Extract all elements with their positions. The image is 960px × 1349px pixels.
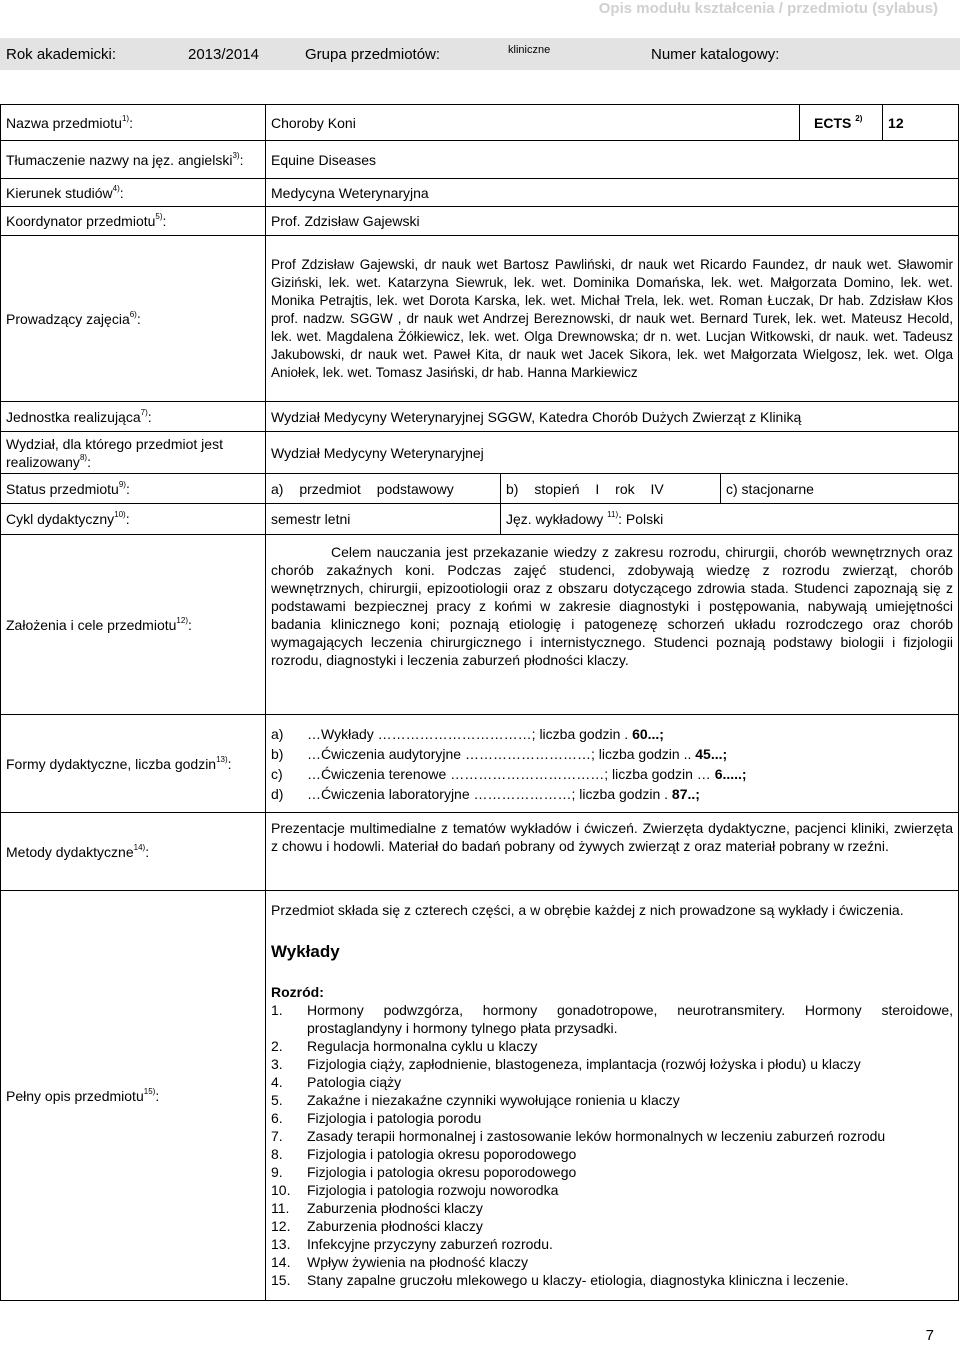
- rozrod-item-number: 3.: [271, 1056, 283, 1072]
- rozrod-item-number: 7.: [271, 1128, 283, 1144]
- rozrod-item-number: 14.: [271, 1254, 291, 1270]
- rozrod-item-text: Infekcyjne przyczyny zaburzeń rozrodu.: [307, 1236, 553, 1252]
- jedn-label: Jednostka realizująca$^{7)}$:: [1, 402, 266, 432]
- rozrod-item-text: Regulacja hormonalna cyklu u klaczy: [307, 1038, 538, 1054]
- prow-value: Prof Zdzisław Gajewski, dr nauk wet Bartosz Pawliński, dr nauk wet Ricardo Faundez, dr nauk wet. Sławomir Giziński, lek. wet. Katarzyna Siewruk, lek. wet. Dominika Domańska, lek. wet. Małgorzata Domino, lek. wet. Monika Petrajtis, lek. wet Dorota Karska, lek. wet. Michał Trela, lek. wet. Roman Łuczak, Dr hab. Zdzisław Kłos prof. nadzw. SGGW , dr nauk wet Andrzej Bereznowski, dr nauk wet. Bernard Turek, lek. wet. Mateusz Hecold, lek. wet. Magdalena Żółkiewicz, lek. wet. Olga Drewnowska; dr n. wet. Lucjan Witkowski, dr nauk. wet. Tadeusz Jakubowski, dr nauk wet. Paweł Kita, dr nauk wet Jacek Sikora, lek. wet Małgorzata Wielgosz, lek. wet. Olga Aniołek, lek. wet. Tomasz Jasiński, dr hab. Hanna Markiewicz: [266, 236, 959, 402]
- metody-label: Metody dydaktyczne$^{14)}$:: [1, 813, 266, 891]
- formy-hours: 45...;: [695, 745, 728, 762]
- formy-letter: d): [271, 785, 284, 802]
- formy-dots: ……………………………: [450, 765, 605, 782]
- rozrod-item-number: 13.: [271, 1236, 291, 1252]
- rozrod-item-number: 15.: [271, 1272, 291, 1288]
- formy-dots: ………………………: [464, 745, 591, 762]
- rozrod-item-number: 6.: [271, 1110, 283, 1126]
- rozrod-item: [271, 1037, 953, 1055]
- formy-name: …Ćwiczenia audytoryjne: [307, 745, 462, 762]
- rozrod-item: [271, 1055, 953, 1073]
- rozrod-item-text: Fizjologia i patologia porodu: [307, 1110, 482, 1126]
- rozrod-item-number: 9.: [271, 1164, 283, 1180]
- row-kierunek: [1, 179, 959, 207]
- formy-letter: c): [271, 765, 283, 782]
- syllabus-table: [0, 104, 959, 1301]
- rozrod-item-text: Stany zapalne gruczołu mlekowego u klaczy- etiologia, diagnostyka kliniczna i leczenie.: [307, 1272, 849, 1288]
- row-jednostka: [1, 402, 959, 432]
- jezyk-wykladowy: Jęz. wykładowy $^{11)}$: Polski: [501, 504, 959, 535]
- formy-label: Formy dydaktyczne, liczba godzin$^{13)}$:: [1, 715, 266, 813]
- formy-name: …Wykłady: [307, 725, 374, 742]
- kier-label: Kierunek studiów$^{4)}$:: [1, 179, 266, 207]
- rozrod-item-text: Zasady terapii hormonalnej i zastosowanie leków hormonalnych w leczeniu zaburzeń rozrodu: [307, 1128, 886, 1144]
- rozrod-item: [271, 1235, 953, 1253]
- wydz-label: Wydział, dla którego przedmiot jest realizowany$^{8)}$:: [1, 432, 266, 474]
- formy-item: [271, 724, 953, 744]
- ects-value: 12: [883, 105, 959, 141]
- rozrod-item: [271, 1253, 953, 1271]
- numer-label: Numer katalogowy:: [651, 46, 780, 63]
- formy-dots: ……………………………: [377, 725, 532, 742]
- rozrod-item-number: 1.: [271, 1002, 283, 1018]
- row-koordynator: [1, 207, 959, 236]
- kier-value: Medycyna Weterynaryjna: [266, 179, 959, 207]
- formy-name: …Ćwiczenia terenowe: [307, 765, 447, 782]
- rozrod-item: [271, 1145, 953, 1163]
- jedn-value: Wydział Medycyny Weterynaryjnej SGGW, Katedra Chorób Dużych Zwierząt z Kliniką: [266, 402, 959, 432]
- nazwa-value: Choroby Koni: [266, 105, 800, 141]
- formy-tail: ; liczba godzin ..: [590, 745, 692, 762]
- rok-value: 2013/2014: [188, 46, 259, 63]
- formy-hours: 60...;: [632, 725, 664, 742]
- header-bar: [0, 38, 960, 70]
- formy-tail: ; liczba godzin .: [531, 725, 629, 742]
- rozrod-item-number: 11.: [271, 1200, 290, 1216]
- formy-name: …Ćwiczenia laboratoryjne: [307, 785, 470, 802]
- rozrod-item: [271, 1109, 953, 1127]
- grupa-value: kliniczne: [508, 44, 551, 56]
- document-title: Opis modułu kształcenia / przedmiotu (sylabus): [598, 0, 938, 17]
- koord-label: Koordynator przedmiotu$^{5)}$:: [1, 207, 266, 236]
- tlum-value: Equine Diseases: [266, 141, 959, 179]
- tlum-label: Tłumaczenie nazwy na jęz. angielski$^{3)}$:: [1, 141, 266, 179]
- formy-value: [266, 715, 959, 813]
- rozrod-item-text: Fizjologia ciąży, zapłodnienie, blastogeneza, implantacja (rozwój łożyska i płodu) u klaczy: [307, 1056, 861, 1072]
- formy-hours: 87..;: [671, 785, 700, 802]
- status-a: a) przedmiot podstawowy: [266, 474, 501, 504]
- rozrod-item-number: 2.: [271, 1038, 283, 1054]
- status-c: c) stacjonarne: [721, 474, 959, 504]
- formy-hours: 6.....;: [714, 765, 747, 782]
- formy-dots: …………………: [473, 785, 572, 802]
- rozrod-item-text: Fizjologia i patologia okresu poporodowego: [307, 1164, 577, 1180]
- rozrod-item-text: Zakaźne i niezakaźne czynniki wywołujące ronienia u klaczy: [307, 1092, 680, 1108]
- rozrod-item: [271, 1127, 953, 1145]
- rozrod-item-text: Wpływ żywienia na płodność klaczy: [307, 1254, 528, 1270]
- ects-label: ECTS $^{2)}$: [800, 105, 883, 141]
- pelny-intro: Przedmiot składa się z czterech części, a w obrębie każdej z nich prowadzone są wykłady i ćwiczenia.: [271, 902, 904, 918]
- rozrod-item: [271, 1199, 953, 1217]
- metody-value: Prezentacje multimedialne z tematów wykładów i ćwiczeń. Zwierzęta dydaktyczne, pacjenci kliniki, zwierzęta z chowu i hodowli. Materiał do badań pobrany od żywych zwierząt z oraz materiał pobrany w rzeźni.: [266, 813, 959, 891]
- rozrod-item: [271, 1181, 953, 1199]
- zal-label: Założenia i cele przedmiotu$^{12)}$:: [1, 535, 266, 715]
- rozrod-item: [271, 1163, 953, 1181]
- rozrod-item-text: Hormony podwzgórza, hormony gonadotropowe, neurotransmitery. Hormony steroidowe, prostaglandyny i hormony tylnego płata przysadki.: [307, 1002, 954, 1036]
- rozrod-item: [271, 1091, 953, 1109]
- row-status: [1, 474, 959, 504]
- status-label: Status przedmiotu$^{9)}$:: [1, 474, 266, 504]
- formy-item: [271, 764, 953, 784]
- row-wydzial: [1, 432, 959, 474]
- row-cykl: [1, 504, 959, 535]
- pelny-label: Pełny opis przedmiotu$^{15)}$:: [1, 891, 266, 1301]
- rozrod-item-text: Zaburzenia płodności klaczy: [307, 1200, 483, 1216]
- prow-label: Prowadzący zajęcia$^{6)}$:: [1, 236, 266, 402]
- cykl-value: semestr letni: [266, 504, 501, 535]
- rozrod-item: [271, 1271, 953, 1289]
- row-tlumaczenie: [1, 141, 959, 179]
- formy-item: [271, 784, 953, 804]
- rozrod-item-number: 5.: [271, 1092, 283, 1108]
- rozrod-item-text: Fizjologia i patologia rozwoju noworodka: [307, 1182, 559, 1198]
- rozrod-item-text: Fizjologia i patologia okresu poporodowego: [307, 1146, 577, 1162]
- formy-tail: ; liczba godzin …: [604, 765, 711, 782]
- rok-label: Rok akademicki:: [6, 46, 117, 63]
- rozrod-item-text: Patologia ciąży: [307, 1074, 402, 1090]
- status-b: b) stopień I rok IV: [501, 474, 721, 504]
- rozrod-item-number: 10.: [271, 1182, 291, 1198]
- page-number: 7: [925, 1327, 934, 1344]
- rozrod-item: [271, 1001, 953, 1037]
- rozrod-item: [271, 1073, 953, 1091]
- row-prowadzacy: [1, 236, 959, 402]
- pelny-value: [266, 891, 959, 1301]
- cykl-label: Cykl dydaktyczny$^{10)}$:: [1, 504, 266, 535]
- wydz-value: Wydział Medycyny Weterynaryjnej: [266, 432, 959, 474]
- formy-list: [271, 724, 953, 804]
- koord-value: Prof. Zdzisław Gajewski: [266, 207, 959, 236]
- wyklady-heading: Wykłady: [271, 942, 340, 961]
- rozrod-subheading: Rozród:: [271, 984, 324, 1000]
- row-metody: [1, 813, 959, 891]
- row-pelny-opis: [1, 891, 959, 1301]
- formy-tail: ; liczba godzin .: [571, 785, 669, 802]
- rozrod-item-number: 12.: [271, 1218, 291, 1234]
- grupa-label: Grupa przedmiotów:: [305, 46, 441, 63]
- rozrod-item: [271, 1217, 953, 1235]
- row-zalozenia: [1, 535, 959, 715]
- nazwa-label: Nazwa przedmiotu$^{1)}$:: [1, 105, 266, 141]
- formy-letter: a): [271, 725, 284, 742]
- rozrod-list: [271, 1001, 953, 1289]
- rozrod-item-number: 4.: [271, 1074, 283, 1090]
- rozrod-item-number: 8.: [271, 1146, 283, 1162]
- row-formy: [1, 715, 959, 813]
- formy-letter: b): [271, 745, 284, 762]
- rozrod-item-text: Zaburzenia płodności klaczy: [307, 1218, 483, 1234]
- zal-value: Celem nauczania jest przekazanie wiedzy z zakresu rozrodu, chirurgii, chorób wewnętrznych oraz chorób zakaźnych koni. Podczas zajęć studenci, zdobywają wiedzę z rozrodu zwierząt, chorób wewnętrznych, chirurgii, epizootiologii oraz z obszaru dotyczącego zdrowia stada. Studenci zapoznają się z podstawami bezpiecznej pracy z końmi w zakresie diagnostyki i postępowania, nabywają umiejętności badania klinicznego koni; poznają etiologię i patogenezę schorzeń układu rozrodczego oraz chorób wymagających leczenia chirurgicznego i internistycznego. Studenci poznają podstawy biologii i fizjologii rozrodu, diagnostyki i leczenia zaburzeń płodności klaczy.: [266, 535, 959, 715]
- formy-item: [271, 744, 953, 764]
- row-nazwa: [1, 105, 959, 141]
